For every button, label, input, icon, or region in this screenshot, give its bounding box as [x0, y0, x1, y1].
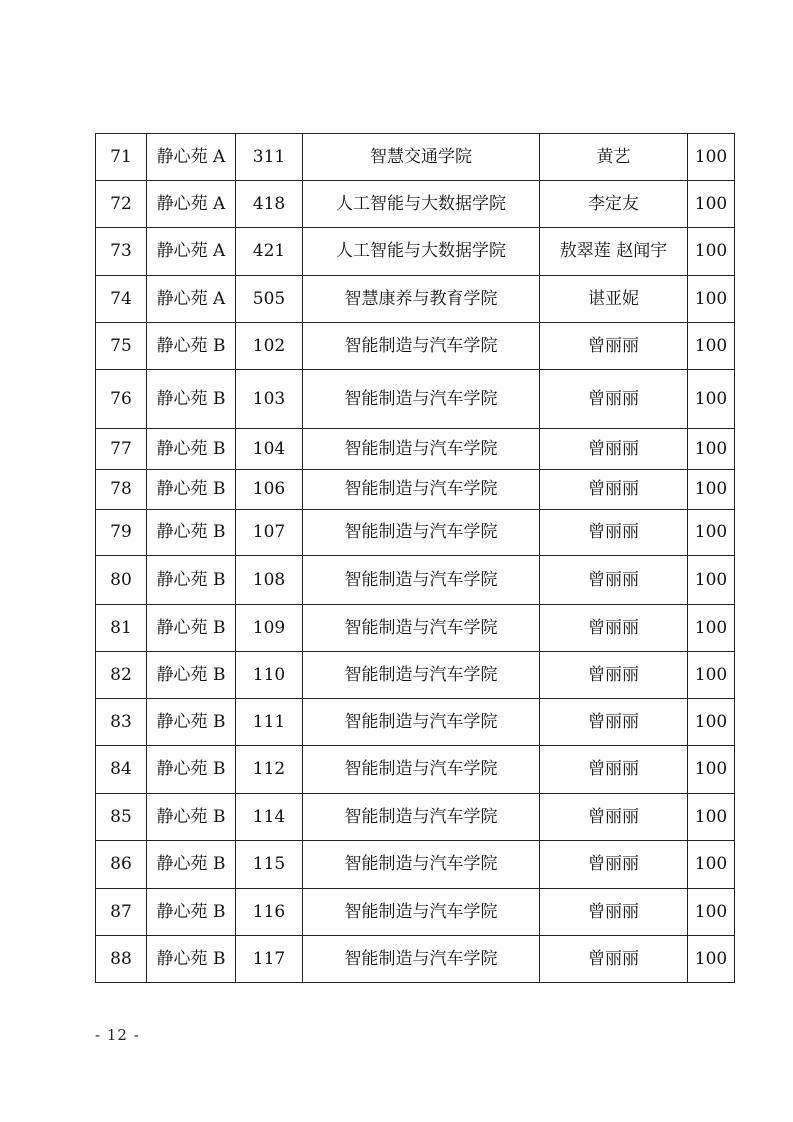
table-row	[96, 429, 735, 470]
table-row	[96, 323, 735, 370]
cell-building: 静心苑 A	[147, 228, 236, 276]
cell-room: 114	[236, 794, 303, 841]
cell-score: 100	[688, 652, 735, 699]
cell-score: 100	[688, 889, 735, 936]
cell-score: 100	[688, 794, 735, 841]
cell-room: 107	[236, 510, 303, 556]
table-row	[96, 605, 735, 652]
cell-college: 智能制造与汽车学院	[303, 889, 540, 936]
cell-college: 智慧交通学院	[303, 134, 540, 181]
cell-room: 108	[236, 556, 303, 605]
cell-no: 88	[96, 936, 147, 983]
cell-no: 87	[96, 889, 147, 936]
cell-score: 100	[688, 746, 735, 794]
cell-person: 敖翠莲 赵闻宇	[540, 228, 688, 276]
cell-college: 智能制造与汽车学院	[303, 605, 540, 652]
cell-person: 曾丽丽	[540, 652, 688, 699]
cell-building: 静心苑 B	[147, 936, 236, 983]
cell-no: 86	[96, 841, 147, 889]
cell-no: 84	[96, 746, 147, 794]
cell-college: 智能制造与汽车学院	[303, 794, 540, 841]
cell-person: 曾丽丽	[540, 841, 688, 889]
cell-building: 静心苑 B	[147, 556, 236, 605]
cell-score: 100	[688, 134, 735, 181]
page-number: - 12 -	[95, 1026, 140, 1044]
cell-room: 111	[236, 699, 303, 746]
cell-college: 智能制造与汽车学院	[303, 556, 540, 605]
cell-college: 智能制造与汽车学院	[303, 652, 540, 699]
cell-building: 静心苑 B	[147, 889, 236, 936]
table-row	[96, 276, 735, 323]
cell-college: 智慧康养与教育学院	[303, 276, 540, 323]
table-row	[96, 699, 735, 746]
table-row	[96, 889, 735, 936]
cell-building: 静心苑 B	[147, 323, 236, 370]
cell-no: 82	[96, 652, 147, 699]
cell-building: 静心苑 B	[147, 746, 236, 794]
cell-college: 智能制造与汽车学院	[303, 841, 540, 889]
cell-college: 智能制造与汽车学院	[303, 470, 540, 510]
cell-person: 曾丽丽	[540, 746, 688, 794]
table-row	[96, 134, 735, 181]
cell-person: 曾丽丽	[540, 429, 688, 470]
cell-room: 104	[236, 429, 303, 470]
cell-no: 81	[96, 605, 147, 652]
cell-building: 静心苑 B	[147, 429, 236, 470]
cell-college: 智能制造与汽车学院	[303, 370, 540, 429]
cell-no: 74	[96, 276, 147, 323]
cell-building: 静心苑 B	[147, 605, 236, 652]
cell-no: 80	[96, 556, 147, 605]
cell-college: 智能制造与汽车学院	[303, 510, 540, 556]
cell-score: 100	[688, 276, 735, 323]
cell-college: 人工智能与大数据学院	[303, 228, 540, 276]
cell-score: 100	[688, 556, 735, 605]
cell-college: 智能制造与汽车学院	[303, 746, 540, 794]
cell-building: 静心苑 B	[147, 652, 236, 699]
cell-room: 421	[236, 228, 303, 276]
cell-room: 117	[236, 936, 303, 983]
cell-score: 100	[688, 323, 735, 370]
cell-score: 100	[688, 228, 735, 276]
cell-college: 人工智能与大数据学院	[303, 181, 540, 228]
cell-no: 77	[96, 429, 147, 470]
cell-score: 100	[688, 370, 735, 429]
cell-person: 李定友	[540, 181, 688, 228]
cell-person: 曾丽丽	[540, 556, 688, 605]
cell-person: 曾丽丽	[540, 470, 688, 510]
cell-score: 100	[688, 510, 735, 556]
cell-score: 100	[688, 470, 735, 510]
table-row	[96, 794, 735, 841]
table-row	[96, 470, 735, 510]
cell-person: 曾丽丽	[540, 699, 688, 746]
cell-building: 静心苑 B	[147, 699, 236, 746]
cell-room: 109	[236, 605, 303, 652]
cell-person: 曾丽丽	[540, 936, 688, 983]
cell-no: 72	[96, 181, 147, 228]
cell-no: 76	[96, 370, 147, 429]
cell-building: 静心苑 A	[147, 276, 236, 323]
cell-person: 曾丽丽	[540, 323, 688, 370]
cell-room: 418	[236, 181, 303, 228]
cell-score: 100	[688, 699, 735, 746]
cell-college: 智能制造与汽车学院	[303, 699, 540, 746]
cell-room: 116	[236, 889, 303, 936]
cell-room: 115	[236, 841, 303, 889]
cell-no: 83	[96, 699, 147, 746]
table-row	[96, 228, 735, 276]
cell-room: 311	[236, 134, 303, 181]
table-row	[96, 510, 735, 556]
dormitory-inspection-table	[95, 133, 735, 983]
cell-no: 71	[96, 134, 147, 181]
cell-building: 静心苑 B	[147, 841, 236, 889]
cell-building: 静心苑 B	[147, 794, 236, 841]
cell-person: 黄艺	[540, 134, 688, 181]
table-row	[96, 936, 735, 983]
cell-room: 102	[236, 323, 303, 370]
cell-room: 110	[236, 652, 303, 699]
cell-college: 智能制造与汽车学院	[303, 936, 540, 983]
cell-building: 静心苑 A	[147, 181, 236, 228]
cell-no: 85	[96, 794, 147, 841]
cell-score: 100	[688, 181, 735, 228]
cell-building: 静心苑 B	[147, 470, 236, 510]
table-row	[96, 370, 735, 429]
cell-score: 100	[688, 605, 735, 652]
cell-building: 静心苑 A	[147, 134, 236, 181]
cell-score: 100	[688, 429, 735, 470]
cell-person: 曾丽丽	[540, 510, 688, 556]
table-body	[96, 134, 735, 983]
cell-person: 曾丽丽	[540, 794, 688, 841]
cell-person: 曾丽丽	[540, 370, 688, 429]
table-row	[96, 556, 735, 605]
table-row	[96, 746, 735, 794]
cell-no: 79	[96, 510, 147, 556]
table-row	[96, 841, 735, 889]
cell-person: 曾丽丽	[540, 605, 688, 652]
cell-college: 智能制造与汽车学院	[303, 323, 540, 370]
cell-building: 静心苑 B	[147, 370, 236, 429]
cell-no: 75	[96, 323, 147, 370]
cell-room: 103	[236, 370, 303, 429]
cell-no: 78	[96, 470, 147, 510]
cell-college: 智能制造与汽车学院	[303, 429, 540, 470]
cell-person: 曾丽丽	[540, 889, 688, 936]
cell-score: 100	[688, 936, 735, 983]
table-row	[96, 652, 735, 699]
cell-room: 112	[236, 746, 303, 794]
cell-room: 106	[236, 470, 303, 510]
cell-room: 505	[236, 276, 303, 323]
cell-building: 静心苑 B	[147, 510, 236, 556]
cell-no: 73	[96, 228, 147, 276]
cell-score: 100	[688, 841, 735, 889]
table-row	[96, 181, 735, 228]
cell-person: 谌亚妮	[540, 276, 688, 323]
